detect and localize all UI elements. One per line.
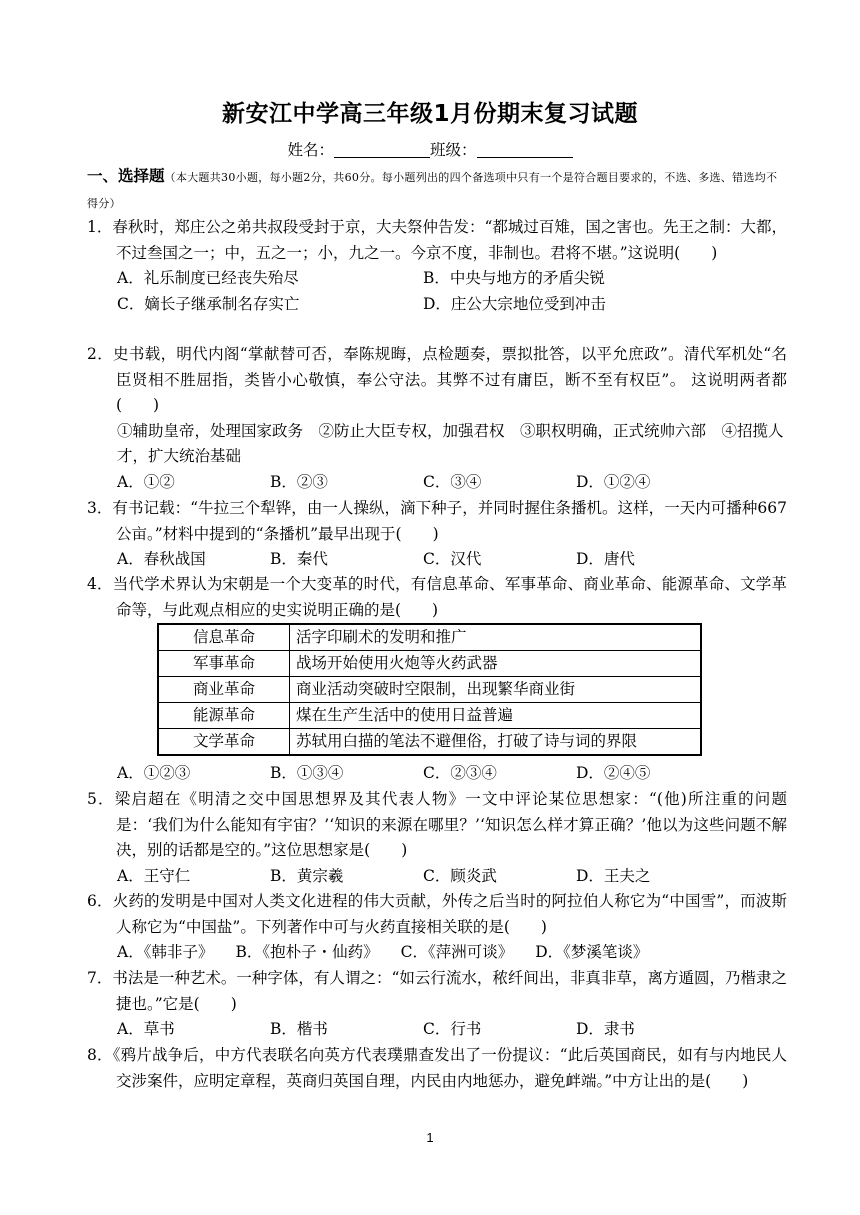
table-row	[158, 729, 701, 756]
option-c[interactable]: C．嫡长子继承制名存实亡	[117, 294, 300, 313]
revolution-table	[157, 623, 702, 756]
option-d[interactable]: D．唐代	[576, 550, 635, 568]
option-a[interactable]: A．①②③	[117, 764, 191, 782]
class-blank[interactable]	[477, 142, 573, 158]
section-title: 一、选择题	[87, 167, 165, 185]
question-stem: 2．史书载，明代内阁“掌献替可否，奉陈规晦，点检题奏，票拟批答，以平允庶政”。清代军机处“名臣贤相不胜屈指，类皆小心敬慎，奉公守法。其弊不过有庸臣，断不至有权臣”。 这说明两者都( )	[87, 345, 787, 414]
name-blank[interactable]	[334, 142, 430, 158]
question-4	[87, 572, 787, 623]
options	[87, 1017, 787, 1043]
question-items: ①辅助皇帝，处理国家政务 ②防止大臣专权，加强君权 ③职权明确，正式统帅六部 ④招揽人才，扩大统治基础	[117, 421, 784, 465]
option-a[interactable]: A．春秋战国	[117, 550, 206, 568]
table-cell: 商业革命	[158, 677, 290, 703]
class-label: 班级：	[430, 141, 477, 159]
table-cell: 能源革命	[158, 703, 290, 729]
option-d[interactable]: D．②④⑤	[576, 764, 651, 782]
options	[87, 864, 787, 890]
question-7	[87, 966, 787, 1043]
table-cell: 煤在生产生活中的使用日益普遍	[290, 703, 702, 729]
question-5	[87, 787, 787, 889]
question-8	[87, 1043, 787, 1094]
option-b[interactable]: B．秦代	[270, 550, 328, 568]
options	[87, 470, 787, 496]
option-b[interactable]: B．楷书	[270, 1020, 328, 1038]
question-stem: 7．书法是一种艺术。一种字体，有人谓之：“如云行流水，秾纤间出，非真非草，离方遁圆，乃楷隶之捷也。”它是( )	[87, 969, 787, 1013]
option-a[interactable]: A．礼乐制度已经丧失殆尽	[117, 269, 299, 287]
question-stem: 5．梁启超在《明清之交中国思想界及其代表人物》一文中评论某位思想家：“(他)所注重的问题是：‘我们为什么能知有宇宙？’‘知识的来源在哪里？’‘知识怎么样才算正确？’他以为这些问题不解决，别的话都是空的。”这位思想家是( )	[87, 790, 787, 859]
question-2	[87, 342, 787, 495]
section-heading	[87, 164, 787, 216]
table-row	[158, 651, 701, 677]
table-cell: 活字印刷术的发明和推广	[290, 624, 702, 651]
option-c[interactable]: C．②③④	[423, 764, 497, 782]
option-a[interactable]: A．草书	[117, 1020, 175, 1038]
option-d[interactable]: D．①②④	[576, 472, 651, 491]
table-cell: 苏轼用白描的笔法不避俚俗，打破了诗与词的界限	[290, 729, 702, 756]
option-b[interactable]: B．①③④	[270, 764, 344, 782]
question-1	[87, 215, 787, 317]
question-6	[87, 889, 787, 966]
table-cell: 文学革命	[158, 729, 290, 756]
table-cell: 信息革命	[158, 624, 290, 651]
option-d[interactable]: D．庄公大宗地位受到冲击	[423, 294, 606, 313]
question-stem: 3．有书记载：“牛拉三个犁铧，由一人操纵，滴下种子，并同时握住条播机。这样，一天内可播种667公亩。”材料中提到的“条播机”最早出现于( )	[87, 499, 787, 543]
table-cell: 军事革命	[158, 651, 290, 677]
option-c[interactable]: C．《萍洲可谈》	[400, 943, 514, 961]
question-stem: 1．春秋时，郑庄公之弟共叔段受封于京，大夫祭仲告发：“都城过百雉，国之害也。先王之制：大都，不过叁国之一；中，五之一；小，九之一。今京不度，非制也。君将不堪。”这说明( )	[87, 218, 787, 262]
option-b[interactable]: B．中央与地方的矛盾尖锐	[423, 269, 605, 287]
question-stem: 4．当代学术界认为宋朝是一个大变革的时代，有信息革命、军事革命、商业革命、能源革命、文学革命等，与此观点相应的史实说明正确的是( )	[87, 575, 787, 619]
options	[87, 266, 787, 317]
option-d[interactable]: D．王夫之	[576, 866, 651, 885]
table-cell: 商业活动突破时空限制，出现繁华商业街	[290, 677, 702, 703]
option-a[interactable]: A．《韩非子》	[117, 943, 214, 961]
table-row	[158, 677, 701, 703]
question-stem: 8．《鸦片战争后，中方代表联名向英方代表璞鼎查发出了一份提议：“此后英国商民，如有与内地民人交涉案件，应明定章程，英商归英国自理，内民由内地惩办，避免衅端。”中方让出的是( )	[87, 1046, 787, 1090]
options	[87, 940, 787, 966]
option-a[interactable]: A．①②	[117, 472, 175, 491]
page-number: 1	[426, 1130, 434, 1145]
option-d[interactable]: D．《梦溪笔谈》	[535, 943, 649, 961]
option-b[interactable]: B．《抱朴子・仙药》	[235, 943, 379, 961]
option-b[interactable]: B．黄宗羲	[270, 866, 344, 885]
options	[87, 761, 787, 787]
page-title: 新安江中学高三年级1月份期末复习试题	[221, 101, 638, 127]
question-4-options	[87, 761, 787, 787]
option-c[interactable]: C．行书	[423, 1020, 482, 1038]
option-b[interactable]: B．②③	[270, 472, 328, 491]
name-label: 姓名：	[287, 141, 334, 159]
question-stem: 6．火药的发明是中国对人类文化进程的伟大贡献，外传之后当时的阿拉伯人称它为“中国雪”，而波斯人称它为“中国盐”。下列著作中可与火药直接相关联的是( )	[87, 892, 787, 936]
question-3	[87, 496, 787, 573]
table-row	[158, 624, 701, 651]
option-a[interactable]: A．王守仁	[117, 866, 191, 885]
section-note: （本大题共30小题，每小题2分，共60分。每小题列出的四个备选项中只有一个是符合题目要求的，不选、多选、错选均不得分）	[87, 171, 778, 210]
option-c[interactable]: C．汉代	[423, 550, 482, 568]
option-c[interactable]: C．顾炎武	[423, 866, 497, 885]
options	[87, 547, 787, 573]
table-row	[158, 703, 701, 729]
option-d[interactable]: D．隶书	[576, 1020, 635, 1038]
option-c[interactable]: C．③④	[423, 472, 482, 491]
name-class-row	[0, 138, 860, 160]
table-cell: 战场开始使用火炮等火药武器	[290, 651, 702, 677]
